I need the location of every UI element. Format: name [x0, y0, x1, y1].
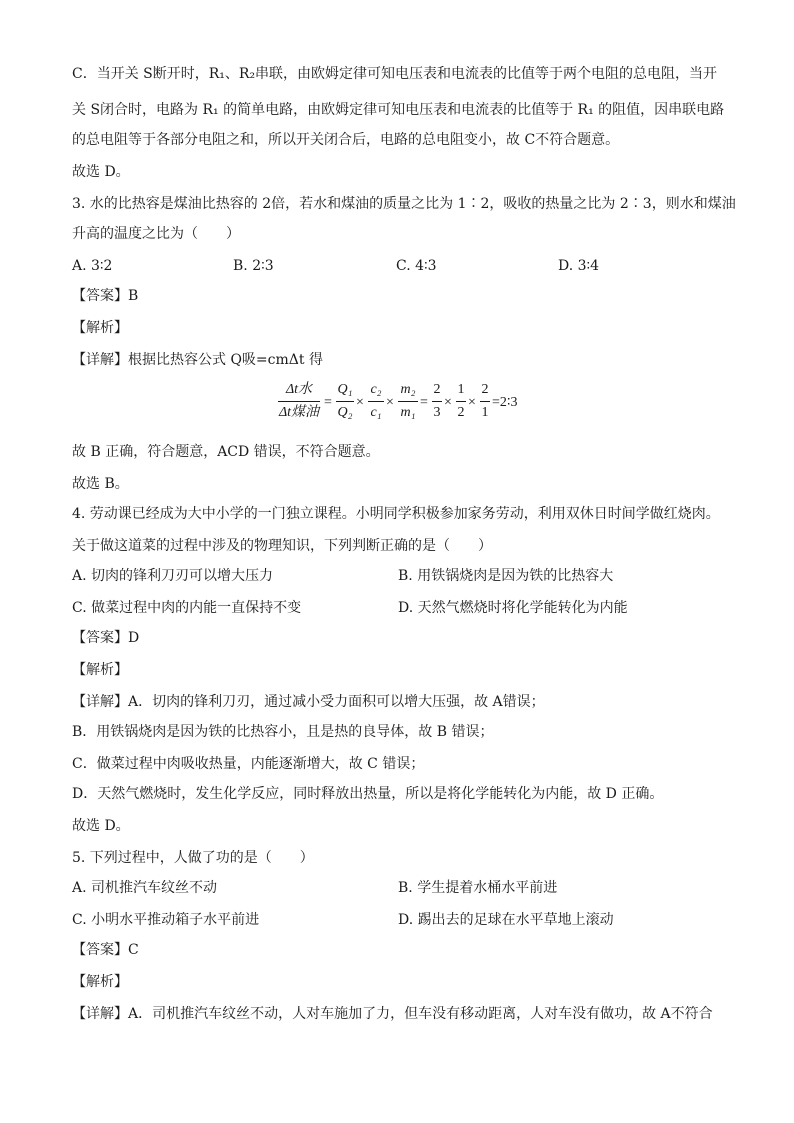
explanation-line: B．用铁锅烧肉是因为铁的比热容小，且是热的良导体，故 B 错误； [72, 724, 494, 740]
explanation-line: C．做菜过程中肉吸收热量，内能逐渐增大，故 C 错误； [72, 756, 425, 772]
fraction-q: Q₁ Q₂ [337, 382, 353, 420]
option-a: A. 司机推汽车纹丝不动 [72, 880, 218, 896]
fraction-delta-t: Δt水 Δt煤油 [278, 382, 320, 420]
question-4-stem: 4. 劳动课已经成为大中小学的一门独立课程。小明同学积极参加家务劳动，利用双休日时间学做红烧肉。 [72, 506, 720, 522]
option-d: D. 天然气燃烧时将化学能转化为内能 [398, 600, 628, 616]
option-b: B. 2∶3 [233, 258, 274, 274]
option-c: C. 4∶3 [396, 258, 437, 274]
fraction-1-2: 1 2 [457, 382, 465, 420]
analysis-label: 【解析】 [72, 320, 128, 336]
option-d: D. 3∶4 [558, 258, 600, 274]
fraction-m: m₂ m₁ [398, 380, 418, 423]
option-a: A. 切肉的锋利刀刃可以增大压力 [72, 568, 274, 584]
explanation-line: 【详解】A．司机推汽车纹丝不动，人对车施加了力，但车没有移动距离，人对车没有做功，故 A不符合 [72, 1006, 713, 1022]
option-c: C. 做菜过程中肉的内能一直保持不变 [72, 600, 302, 616]
fraction-c: c₂ c₁ [368, 380, 384, 423]
text-line: 故选 D。 [72, 164, 130, 180]
analysis-label: 【解析】 [72, 662, 128, 678]
option-b: B. 用铁锅烧肉是因为铁的比热容大 [398, 568, 614, 584]
ratio-formula: Δt水 Δt煤油 = Q₁ Q₂ × c₂ c₁ × m₂ m₁ = 2 3 × 1 2 × 2 1 =2∶3 [278, 380, 528, 426]
text-line: 故选 B。 [72, 476, 129, 492]
option-c: C. 小明水平推动箱子水平前进 [72, 912, 260, 928]
question-4-stem-cont: 关于做这道菜的过程中涉及的物理知识，下列判断正确的是（ ） [72, 538, 492, 554]
option-b: B. 学生提着水桶水平前进 [398, 880, 558, 896]
question-5-stem: 5. 下列过程中，人做了功的是（ ） [72, 850, 314, 866]
fraction-2-1: 2 1 [481, 382, 489, 420]
question-3-stem-cont: 升高的温度之比为（ ） [72, 226, 240, 242]
text-line: 故 B 正确，符合题意，ACD 错误，不符合题意。 [72, 444, 380, 460]
explanation-line: 【详解】根据比热容公式 Q吸=cmΔt 得 [72, 352, 323, 368]
text-line: 故选 D。 [72, 818, 130, 834]
text-line: 的总电阻等于各部分电阻之和，所以开关闭合后，电路的总电阻变小，故 C不符合题意。 [72, 132, 620, 148]
analysis-label: 【解析】 [72, 974, 128, 990]
answer-label: 【答案】D [72, 630, 140, 646]
option-d: D. 踢出去的足球在水平草地上滚动 [398, 912, 614, 928]
answer-label: 【答案】C [72, 942, 139, 958]
fraction-2-3: 2 3 [433, 382, 441, 420]
text-line: 关 S闭合时，电路为 R₁ 的简单电路，由欧姆定律可知电压表和电流表的比值等于 R₁ 的阻值，因串联电路 [72, 102, 725, 118]
text-line: C．当开关 S断开时，R₁、R₂串联，由欧姆定律可知电压表和电流表的比值等于两个电阻的总电阻，当开 [72, 66, 718, 82]
question-3-stem: 3. 水的比热容是煤油比热容的 2倍，若水和煤油的质量之比为 1∶2，吸收的热量之比为 2∶3，则水和煤油 [72, 196, 736, 212]
explanation-line: D．天然气燃烧时，发生化学反应，同时释放出热量，所以是将化学能转化为内能，故 D 正确。 [72, 786, 664, 802]
answer-label: 【答案】B [72, 288, 139, 304]
option-a: A. 3∶2 [72, 258, 113, 274]
explanation-line: 【详解】A．切肉的锋利刀刃，通过减小受力面积可以增大压强，故 A错误； [72, 694, 545, 710]
